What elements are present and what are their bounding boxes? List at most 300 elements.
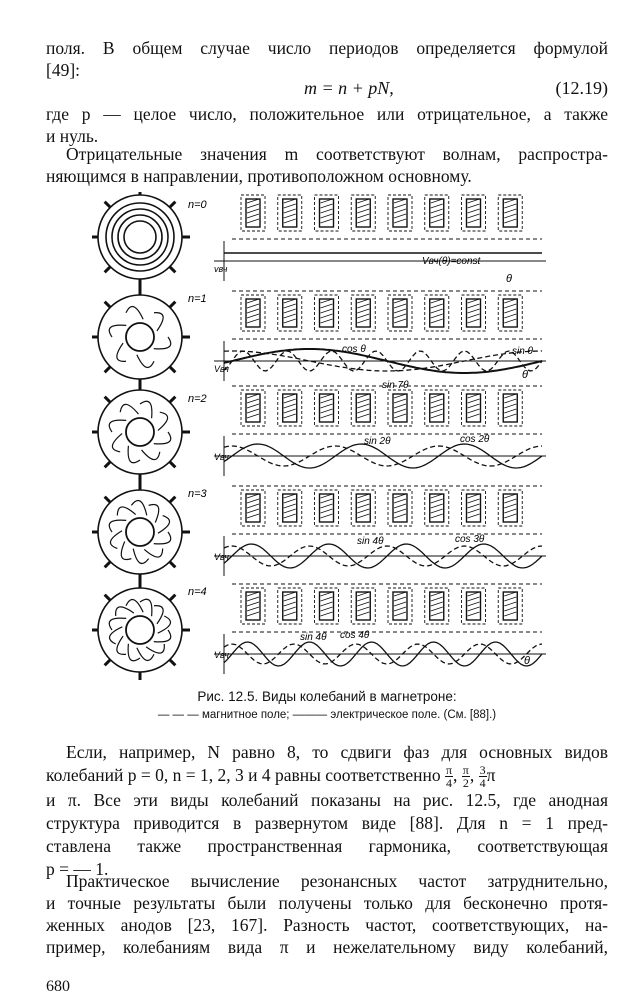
hatch — [284, 597, 296, 601]
hatch — [284, 304, 296, 308]
hatch — [321, 304, 333, 308]
hatch — [321, 214, 333, 218]
magnetic-loop — [278, 588, 302, 624]
field-line — [109, 520, 126, 532]
magnetic-loop — [462, 490, 486, 526]
field-line — [120, 404, 138, 414]
field-line — [154, 313, 163, 331]
hatch — [468, 219, 480, 223]
hatch — [284, 204, 296, 208]
paragraph-2 — [46, 103, 608, 147]
field-line — [128, 644, 140, 661]
hatch — [357, 414, 369, 418]
hatch — [431, 319, 443, 323]
hatch — [394, 409, 406, 413]
hatch — [284, 404, 296, 408]
magnetic-loop — [498, 195, 522, 231]
hatch — [431, 214, 443, 218]
magnetic-loop — [315, 490, 339, 526]
hatch — [431, 409, 443, 413]
field-line — [142, 450, 160, 460]
resonator-3 — [92, 482, 190, 582]
hatch — [357, 612, 369, 616]
mode-label-n4: n=4 — [188, 586, 207, 598]
cathode — [126, 323, 154, 351]
magnetic-loop — [425, 390, 449, 426]
fraction: $\frac{\pi}{2}$ — [462, 763, 469, 791]
hatch — [321, 309, 333, 313]
resonator-vane — [170, 367, 176, 373]
resonator-vane — [105, 595, 111, 601]
hatch — [321, 499, 333, 503]
resonator-vane — [105, 462, 111, 468]
magnetic-loop — [278, 390, 302, 426]
hatch — [394, 612, 406, 616]
annotation-cos: cos 2θ — [460, 434, 490, 445]
text-line: ставлена также пространственная гармоника, соответствующая — [46, 836, 608, 857]
mode-label-n2: n=2 — [188, 393, 207, 405]
hatch — [394, 509, 406, 513]
hatch — [284, 314, 296, 318]
hatch — [504, 514, 516, 518]
hatch — [284, 504, 296, 508]
hatch — [468, 602, 480, 606]
hatch — [504, 219, 516, 223]
hatch — [394, 414, 406, 418]
hatch — [321, 409, 333, 413]
hatch — [357, 209, 369, 213]
text-fragment: колебаний p = 0, n = 1, 2, 3 и 4 равны соответственно — [46, 765, 441, 785]
annotation-sin: sin 4θ — [357, 536, 384, 547]
hatch — [357, 204, 369, 208]
magnetic-loop — [351, 490, 375, 526]
hatch — [468, 204, 480, 208]
hatch — [431, 309, 443, 313]
hatch — [431, 209, 443, 213]
hatch — [284, 414, 296, 418]
field-line — [158, 516, 170, 534]
hatch — [468, 399, 480, 403]
field-line — [109, 420, 126, 432]
field-line — [154, 630, 171, 642]
annotation-cos: cos 4θ — [340, 630, 370, 641]
hatch — [431, 314, 443, 318]
caption-line-2: — — — магнитное поле; ——— электрическое поле. (См. [88].) — [157, 709, 497, 721]
hatch — [247, 209, 259, 213]
hatch — [321, 314, 333, 318]
field-line — [117, 507, 135, 516]
hatch — [284, 409, 296, 413]
fraction: $\frac{\pi}{4}$ — [445, 763, 453, 791]
hatch — [321, 514, 333, 518]
v-axis-label: Vвч — [214, 650, 229, 660]
magnetic-loop — [351, 390, 375, 426]
equation-number: (12.19) — [555, 78, 608, 98]
field-line — [109, 325, 126, 337]
annotation-sin7: sin 7θ — [382, 380, 409, 391]
v-axis-label: Vвч — [214, 452, 229, 462]
figure-caption — [46, 688, 608, 724]
text-line: женных анодов [23, 167]. Разность частот, соответствующих, на- — [46, 915, 608, 935]
text-line: пример, колебаниям вида π и нежелательному виду колебаний, — [46, 937, 608, 957]
hatch — [431, 509, 443, 513]
resonator-vane — [105, 497, 111, 503]
hatch — [504, 612, 516, 616]
hatch — [431, 399, 443, 403]
field-line — [140, 401, 152, 418]
annotation-sin: sin 2θ — [364, 436, 391, 447]
hatch — [321, 504, 333, 508]
text-line: колебаний p = 0, n = 1, 2, 3 и 4 равны соответственно $\frac{\pi}{4}$ , $\frac{\pi}{2}$ , $\frac{3}{4}$ π — [46, 763, 496, 791]
magnetic-loop — [388, 588, 412, 624]
magnetic-loop — [462, 195, 486, 231]
magnetic-loop — [388, 490, 412, 526]
hatch — [394, 597, 406, 601]
figure-labels — [188, 199, 534, 667]
text-line: и нуль. — [46, 126, 99, 146]
hatch — [468, 214, 480, 218]
magnetic-loop — [498, 490, 522, 526]
field-line — [110, 531, 122, 549]
resonator-vane — [105, 367, 111, 373]
field-line — [154, 337, 171, 349]
hatch — [504, 319, 516, 323]
hatch — [321, 219, 333, 223]
hatch — [247, 309, 259, 313]
magnetic-loop — [315, 195, 339, 231]
hatch — [431, 514, 443, 518]
hatch — [247, 304, 259, 308]
hatch — [247, 597, 259, 601]
field-line — [137, 355, 154, 368]
field-line — [149, 504, 159, 522]
hatch — [357, 602, 369, 606]
hatch — [468, 319, 480, 323]
hatch — [321, 399, 333, 403]
panel-0 — [214, 192, 546, 281]
hatch — [504, 399, 516, 403]
field-line — [154, 532, 171, 544]
magnetic-loop — [241, 390, 265, 426]
field-ring — [112, 209, 168, 265]
hatch — [357, 404, 369, 408]
hatch — [284, 509, 296, 513]
resonator-vane — [105, 302, 111, 308]
hatch — [247, 509, 259, 513]
hatch — [504, 404, 516, 408]
magnetic-loop — [315, 295, 339, 331]
hatch — [247, 219, 259, 223]
hatch — [247, 607, 259, 611]
magnetic-loop — [278, 295, 302, 331]
hatch — [357, 309, 369, 313]
field-line — [140, 599, 152, 616]
resonator-vane — [170, 267, 176, 273]
paragraph-4 — [46, 741, 608, 881]
resonator-vane — [170, 660, 176, 666]
hatch — [284, 499, 296, 503]
magnetic-loop — [241, 588, 265, 624]
hatch — [504, 304, 516, 308]
resonator-0 — [92, 192, 190, 287]
resonator-drawings — [92, 192, 190, 680]
hatch — [431, 499, 443, 503]
hatch — [504, 309, 516, 313]
hatch — [321, 597, 333, 601]
field-line — [117, 343, 126, 361]
fraction: $\frac{3}{4}$ — [479, 763, 486, 791]
field-ring — [106, 203, 174, 271]
magnetic-loop — [425, 295, 449, 331]
panel-2 — [214, 386, 546, 476]
magnetic-loop — [351, 588, 375, 624]
equation-body: m = n + pN, — [304, 78, 394, 98]
hatch — [431, 204, 443, 208]
field-line — [128, 446, 140, 463]
hatch — [357, 597, 369, 601]
hatch — [504, 314, 516, 318]
field-line — [154, 432, 171, 444]
hatch — [321, 509, 333, 513]
resonator-vane — [105, 202, 111, 208]
annotation-cos: cos θ — [342, 344, 366, 355]
paragraph-5 — [46, 870, 608, 958]
hatch — [247, 499, 259, 503]
mode-label-n3: n=3 — [188, 488, 207, 500]
mode-label-n1: n=1 — [188, 293, 207, 305]
resonator-vane — [170, 397, 176, 403]
text-line: p = — 1. — [46, 859, 109, 880]
panel-4 — [214, 584, 546, 674]
hatch — [504, 209, 516, 213]
magnetic-loop — [241, 295, 265, 331]
magnetic-loop — [241, 195, 265, 231]
hatch — [431, 504, 443, 508]
hatch — [394, 607, 406, 611]
magnetic-loop — [315, 588, 339, 624]
hatch — [321, 607, 333, 611]
hatch — [468, 607, 480, 611]
hatch — [247, 314, 259, 318]
v-axis-label: Vвч — [214, 364, 229, 374]
magnetic-loop — [388, 390, 412, 426]
hatch — [284, 309, 296, 313]
magnetic-loop — [462, 588, 486, 624]
hatch — [247, 319, 259, 323]
hatch — [357, 499, 369, 503]
hatch — [504, 414, 516, 418]
magnetic-loop — [351, 295, 375, 331]
hatch — [357, 607, 369, 611]
hatch — [357, 304, 369, 308]
hatch — [394, 499, 406, 503]
magnetic-loop — [498, 588, 522, 624]
hatch — [284, 209, 296, 213]
hatch — [247, 204, 259, 208]
equation-12-19 — [46, 78, 608, 102]
resonator-1 — [92, 287, 190, 387]
field-line — [117, 636, 126, 654]
magnetic-loop — [462, 390, 486, 426]
hatch — [394, 399, 406, 403]
hatch — [247, 409, 259, 413]
magnetic-loop — [241, 490, 265, 526]
resonator-vane — [105, 397, 111, 403]
hatch — [247, 404, 259, 408]
hatch — [321, 414, 333, 418]
mode-panels — [214, 192, 546, 674]
resonator-2 — [92, 382, 190, 482]
text-line: где p — целое число, положительное или отрицательное, а также — [46, 104, 608, 124]
resonator-vane — [170, 497, 176, 503]
text-line: Практическое вычисление резонансных частот затруднительно, — [66, 871, 608, 891]
hatch — [247, 612, 259, 616]
hatch — [468, 499, 480, 503]
annotation-const: Vвч(θ)=const — [422, 256, 481, 267]
hatch — [394, 304, 406, 308]
hatch — [284, 602, 296, 606]
hatch — [468, 314, 480, 318]
hatch — [468, 514, 480, 518]
hatch — [394, 219, 406, 223]
hatch — [431, 404, 443, 408]
annotation-sin: sin θ — [512, 346, 533, 357]
hatch — [504, 602, 516, 606]
theta-label: θ — [506, 273, 512, 285]
page-number: 680 — [46, 978, 70, 995]
panel-1 — [214, 291, 546, 381]
field-line — [158, 412, 168, 430]
v-axis-label: Vвч — [214, 552, 229, 562]
text-line: структура приводится в развернутом виде [88]. Для n = 1 пред- — [46, 813, 608, 834]
resonator-vane — [170, 595, 176, 601]
magnetic-loop — [278, 490, 302, 526]
hatch — [321, 319, 333, 323]
field-line — [126, 307, 143, 320]
hatch — [394, 204, 406, 208]
hatch — [504, 597, 516, 601]
hatch — [284, 319, 296, 323]
hatch — [431, 597, 443, 601]
hatch — [468, 209, 480, 213]
caption-line-1: Рис. 12.5. Виды колебаний в магнетроне: — [197, 689, 457, 704]
hatch — [357, 314, 369, 318]
hatch — [468, 409, 480, 413]
hatch — [504, 214, 516, 218]
hatch — [284, 214, 296, 218]
hatch — [247, 214, 259, 218]
hatch — [357, 504, 369, 508]
hatch — [468, 404, 480, 408]
magnetic-loop — [498, 390, 522, 426]
hatch — [394, 504, 406, 508]
hatch — [504, 499, 516, 503]
hatch — [468, 509, 480, 513]
hatch — [357, 509, 369, 513]
hatch — [357, 399, 369, 403]
magnetic-loop — [462, 295, 486, 331]
hatch — [468, 414, 480, 418]
magnetic-loop — [425, 195, 449, 231]
cathode — [126, 518, 154, 546]
hatch — [357, 319, 369, 323]
hatch — [468, 504, 480, 508]
hatch — [468, 612, 480, 616]
hatch — [247, 504, 259, 508]
text-line: и точные результаты были получены только для бесконечно протя- — [46, 893, 608, 913]
cathode — [126, 418, 154, 446]
magnetic-loop — [351, 195, 375, 231]
v-axis-label: vвч — [214, 264, 228, 274]
field-ring — [124, 221, 156, 253]
field-line — [121, 542, 131, 560]
theta-label: θ — [524, 655, 530, 667]
magnetic-loop — [388, 295, 412, 331]
field-line — [144, 548, 162, 557]
annotation-cos: cos 3θ — [455, 534, 485, 545]
hatch — [357, 409, 369, 413]
hatch — [394, 314, 406, 318]
mode-label-n0: n=0 — [188, 199, 207, 211]
text-line: [49]: — [46, 60, 81, 80]
resonator-outline — [98, 195, 182, 279]
hatch — [394, 514, 406, 518]
hatch — [504, 509, 516, 513]
magnetic-loop — [388, 195, 412, 231]
hatch — [321, 602, 333, 606]
hatch — [394, 214, 406, 218]
hatch — [284, 219, 296, 223]
hatch — [431, 612, 443, 616]
magnetic-loop — [425, 588, 449, 624]
resonator-vane — [105, 660, 111, 666]
field-line — [112, 434, 122, 452]
magnetic-loop — [315, 390, 339, 426]
hatch — [284, 514, 296, 518]
cathode — [126, 616, 154, 644]
hatch — [321, 404, 333, 408]
field-line — [154, 606, 163, 624]
resonator-vane — [105, 267, 111, 273]
hatch — [284, 399, 296, 403]
resonator-vane — [105, 562, 111, 568]
hatch — [247, 414, 259, 418]
paragraph-3 — [46, 143, 608, 187]
text-line: няющимся в направлении, противоположном основному. — [46, 166, 472, 186]
resonator-vane — [170, 302, 176, 308]
text-line: поля. В общем случае число периодов определяется формулой — [46, 38, 608, 58]
hatch — [247, 602, 259, 606]
text-line: Отрицательные значения m соответствуют волнам, распростра- — [66, 144, 608, 164]
field-line — [116, 607, 134, 616]
text-line: и π. Все эти виды колебаний показаны на рис. 12.5, где анодная — [46, 790, 608, 811]
magnetron-modes-figure — [92, 192, 552, 686]
resonator-vane — [170, 562, 176, 568]
hatch — [468, 304, 480, 308]
hatch — [394, 319, 406, 323]
hatch — [394, 602, 406, 606]
hatch — [394, 309, 406, 313]
hatch — [357, 214, 369, 218]
magnetic-loop — [425, 490, 449, 526]
hatch — [394, 209, 406, 213]
hatch — [247, 399, 259, 403]
hatch — [431, 219, 443, 223]
resonator-4 — [92, 580, 190, 680]
magnetic-loop — [278, 195, 302, 231]
hatch — [284, 612, 296, 616]
hatch — [357, 514, 369, 518]
